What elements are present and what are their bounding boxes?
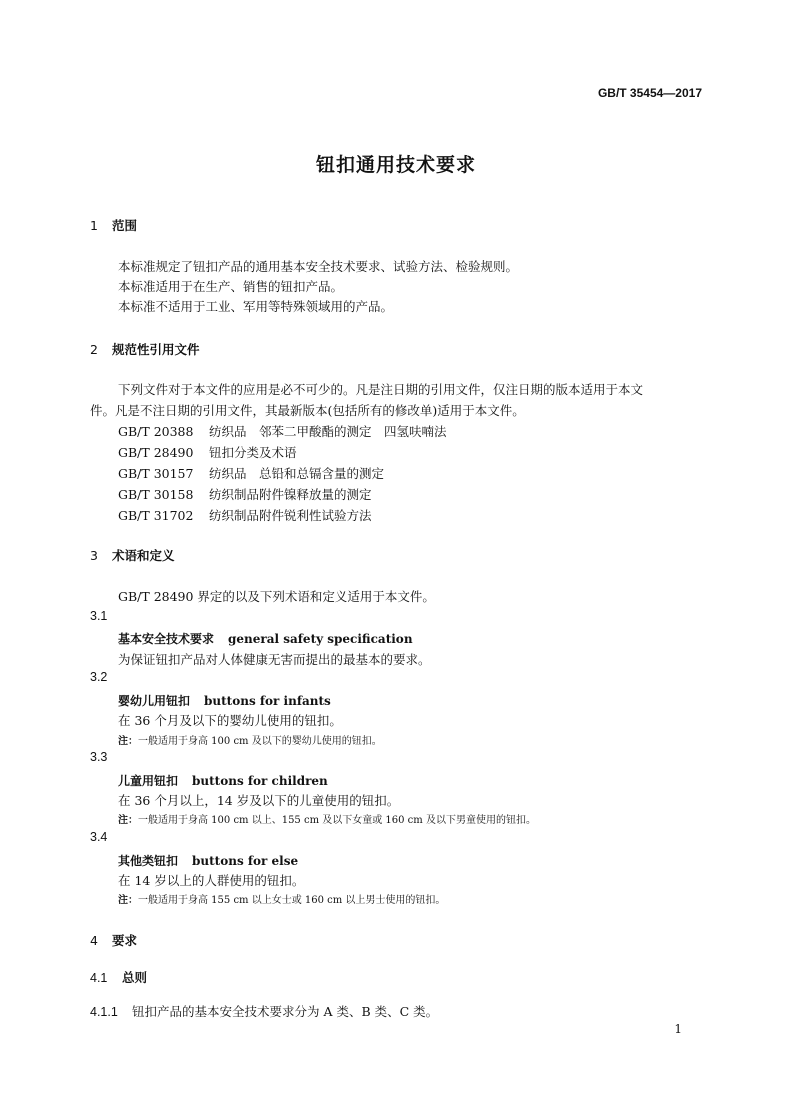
reference-code: GB/T 28490 <box>118 445 194 460</box>
clause-text: 钮扣产品的基本安全技术要求分为 A 类、B 类、C 类。 <box>132 1004 439 1019</box>
reference-title: 纺织制品附件镍释放量的测定 <box>209 487 372 502</box>
term-number: 3.4 <box>90 830 108 844</box>
reference-title: 纺织制品附件锐利性试验方法 <box>209 508 372 523</box>
reference-code: GB/T 30157 <box>118 466 194 481</box>
section-title: 要求 <box>112 933 138 948</box>
paragraph: 下列文件对于本文件的应用是必不可少的。凡是注日期的引用文件，仅注日期的版本适用于本文 <box>118 382 644 397</box>
section-heading-4 <box>90 931 137 949</box>
section-number: 2 <box>90 342 98 357</box>
section-number: 1 <box>90 218 98 233</box>
subsection-number: 4.1 <box>90 971 108 985</box>
note-text: 一般适用于身高 100 cm 及以下的婴幼儿使用的钮扣。 <box>138 736 382 747</box>
paragraph: 件。凡是不注日期的引用文件，其最新版本(包括所有的修改单)适用于本文件。 <box>90 403 525 418</box>
reference-code: GB/T 31702 <box>118 508 194 523</box>
reference-item <box>118 485 372 503</box>
section-title: 范围 <box>112 218 138 233</box>
reference-item <box>118 506 372 524</box>
section-heading-1 <box>90 216 137 234</box>
note-text: 一般适用于身高 155 cm 以上女士或 160 cm 以上男士使用的钮扣。 <box>138 895 446 906</box>
paragraph: 本标准规定了钮扣产品的通用基本安全技术要求、试验方法、检验规则。 <box>118 259 519 274</box>
term-number: 3.2 <box>90 670 108 684</box>
reference-item <box>118 422 447 440</box>
standard-number: GB/T 35454—2017 <box>597 86 702 100</box>
section-heading-3 <box>90 546 175 564</box>
reference-item <box>118 464 384 482</box>
term-heading <box>118 690 331 709</box>
clause-number: 4.1.1 <box>90 1005 118 1019</box>
clause <box>90 1002 438 1020</box>
term-heading <box>118 628 413 647</box>
section-number: 3 <box>90 548 98 563</box>
section-number: 4 <box>90 933 98 948</box>
page-number: 1 <box>674 1022 682 1036</box>
term-note <box>118 732 382 747</box>
section-title: 规范性引用文件 <box>112 342 200 357</box>
term-definition: 在 36 个月以上，14 岁及以下的儿童使用的钮扣。 <box>118 793 400 808</box>
paragraph: 本标准不适用于工业、军用等特殊领域用的产品。 <box>118 299 394 314</box>
section-heading-2 <box>90 340 200 358</box>
paragraph: 本标准适用于在生产、销售的钮扣产品。 <box>118 279 344 294</box>
term-note <box>118 891 445 906</box>
term-definition: 在 14 岁以上的人群使用的钮扣。 <box>118 873 305 888</box>
section-title: 术语和定义 <box>112 548 175 563</box>
note-label: 注： <box>118 895 138 906</box>
note-text: 一般适用于身高 100 cm 以上、155 cm 及以下女童或 160 cm 及以下男童使用的钮扣。 <box>138 815 536 826</box>
term-heading <box>118 850 298 869</box>
term-english: buttons for children <box>192 774 328 788</box>
paragraph: GB/T 28490 界定的以及下列术语和定义适用于本文件。 <box>118 589 435 604</box>
term-english: general safety specification <box>228 632 413 646</box>
note-label: 注： <box>118 815 138 826</box>
term-chinese: 基本安全技术要求 <box>118 632 215 646</box>
reference-title: 纺织品 总铅和总镉含量的测定 <box>209 466 385 481</box>
subsection-heading <box>90 968 147 986</box>
reference-title: 钮扣分类及术语 <box>209 445 297 460</box>
term-chinese: 婴幼儿用钮扣 <box>118 694 191 708</box>
term-chinese: 儿童用钮扣 <box>118 774 179 788</box>
reference-title: 纺织品 邻苯二甲酸酯的测定 四氢呋喃法 <box>209 424 447 439</box>
reference-code: GB/T 30158 <box>118 487 194 502</box>
term-note <box>118 811 536 826</box>
term-number: 3.3 <box>90 750 108 764</box>
document-title: 钮扣通用技术要求 <box>315 154 476 176</box>
term-definition: 为保证钮扣产品对人体健康无害而提出的最基本的要求。 <box>118 652 431 667</box>
term-english: buttons for infants <box>204 694 331 708</box>
term-english: buttons for else <box>192 854 299 868</box>
note-label: 注： <box>118 736 138 747</box>
subsection-title: 总则 <box>122 970 148 985</box>
reference-item <box>118 443 297 461</box>
term-number: 3.1 <box>90 609 108 623</box>
reference-code: GB/T 20388 <box>118 424 194 439</box>
term-definition: 在 36 个月及以下的婴幼儿使用的钮扣。 <box>118 713 342 728</box>
term-heading <box>118 770 328 789</box>
term-chinese: 其他类钮扣 <box>118 854 179 868</box>
